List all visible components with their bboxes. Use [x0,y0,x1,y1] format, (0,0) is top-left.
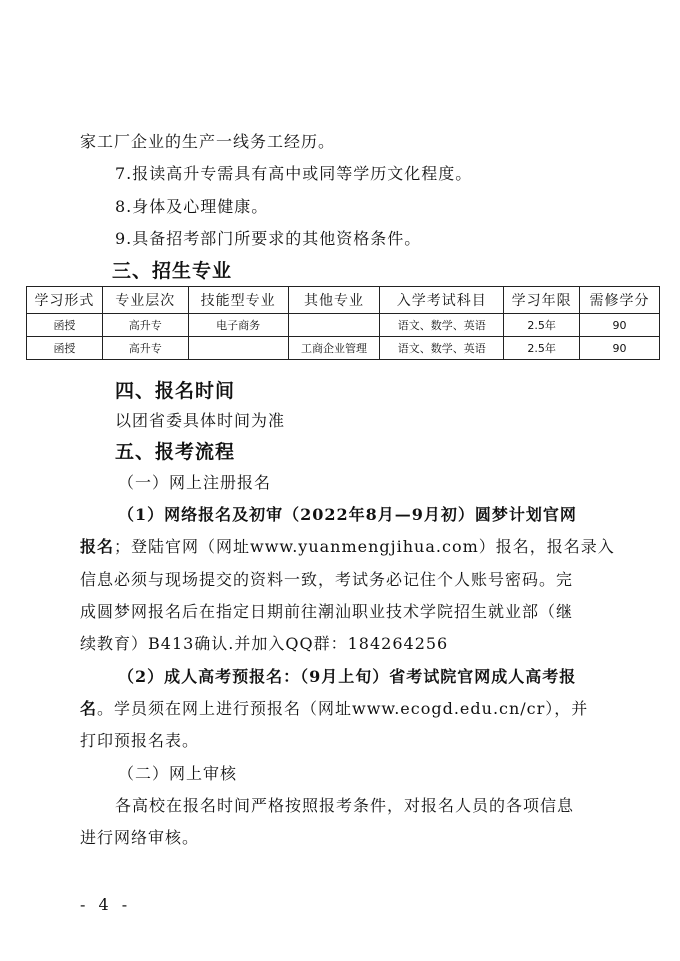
column-header: 学习年限 [504,287,580,314]
column-header: 专业层次 [102,287,188,314]
body-line: 续教育）B413确认.并加入QQ群：184264256 [80,634,449,653]
table-cell: 90 [580,314,660,337]
body-line: 信息必须与现场提交的资料一致，考试务必记住个人账号密码。完 [80,570,574,589]
column-header: 技能型专业 [188,287,288,314]
body-line: 打印预报名表。 [80,731,200,750]
table-cell: 语文、数学、英语 [380,337,504,360]
table-cell: 高升专 [102,314,188,337]
table-cell: 函授 [27,337,103,360]
paragraph-lead: （1）网络报名及初审（2022年8月—9月初）圆梦计划官网 [118,505,577,524]
table-cell [288,314,380,337]
bold-text: 名 [80,699,98,718]
table-header-row [27,287,660,314]
body-line: 以团省委具体时间为准 [115,411,286,430]
section-heading: 五、报考流程 [115,441,236,463]
body-line [80,696,588,719]
table-cell: 90 [580,337,660,360]
column-header: 学习形式 [27,287,103,314]
bold-text: 报名 [80,537,115,556]
body-line: 成圆梦网报名后在指定日期前往潮汕职业技术学院招生就业部（继 [80,602,574,621]
table-cell: 2.5年 [504,314,580,337]
subsection-heading: （一）网上注册报名 [118,473,272,492]
section-heading: 三、招生专业 [112,260,233,282]
table-cell: 2.5年 [504,337,580,360]
page-number: - 4 - [80,895,132,914]
subsection-heading: （二）网上审核 [118,764,238,783]
body-text: ；登陆官网（网址www.yuanmengjihua.com）报名，报名录入 [114,537,615,556]
body-line: 各高校在报名时间严格按照报考条件，对报名人员的各项信息 [115,796,575,815]
column-header: 需修学分 [580,287,660,314]
body-text: 。学员须在网上进行预报名（网址www.ecogd.edu.cn/cr），并 [97,699,589,718]
table-row [27,337,660,360]
section-heading: 四、报名时间 [115,380,236,402]
body-line [80,534,615,557]
body-line: 7.报读高升专需具有高中或同等学历文化程度。 [115,164,473,183]
body-line: 9.具备招考部门所要求的其他资格条件。 [115,229,422,248]
body-line: 8.身体及心理健康。 [115,197,269,216]
column-header: 其他专业 [288,287,380,314]
table-cell: 高升专 [102,337,188,360]
table-cell: 语文、数学、英语 [380,314,504,337]
paragraph-lead: （2）成人高考预报名：（9月上旬）省考试院官网成人高考报 [118,667,577,686]
column-header: 入学考试科目 [380,287,504,314]
body-line: 进行网络审核。 [80,828,200,847]
table-cell: 工商企业管理 [288,337,380,360]
table-cell: 电子商务 [188,314,288,337]
majors-table [26,286,660,360]
table-cell: 函授 [27,314,103,337]
table-cell [188,337,288,360]
body-line: 家工厂企业的生产一线务工经历。 [80,132,336,151]
table-row [27,314,660,337]
